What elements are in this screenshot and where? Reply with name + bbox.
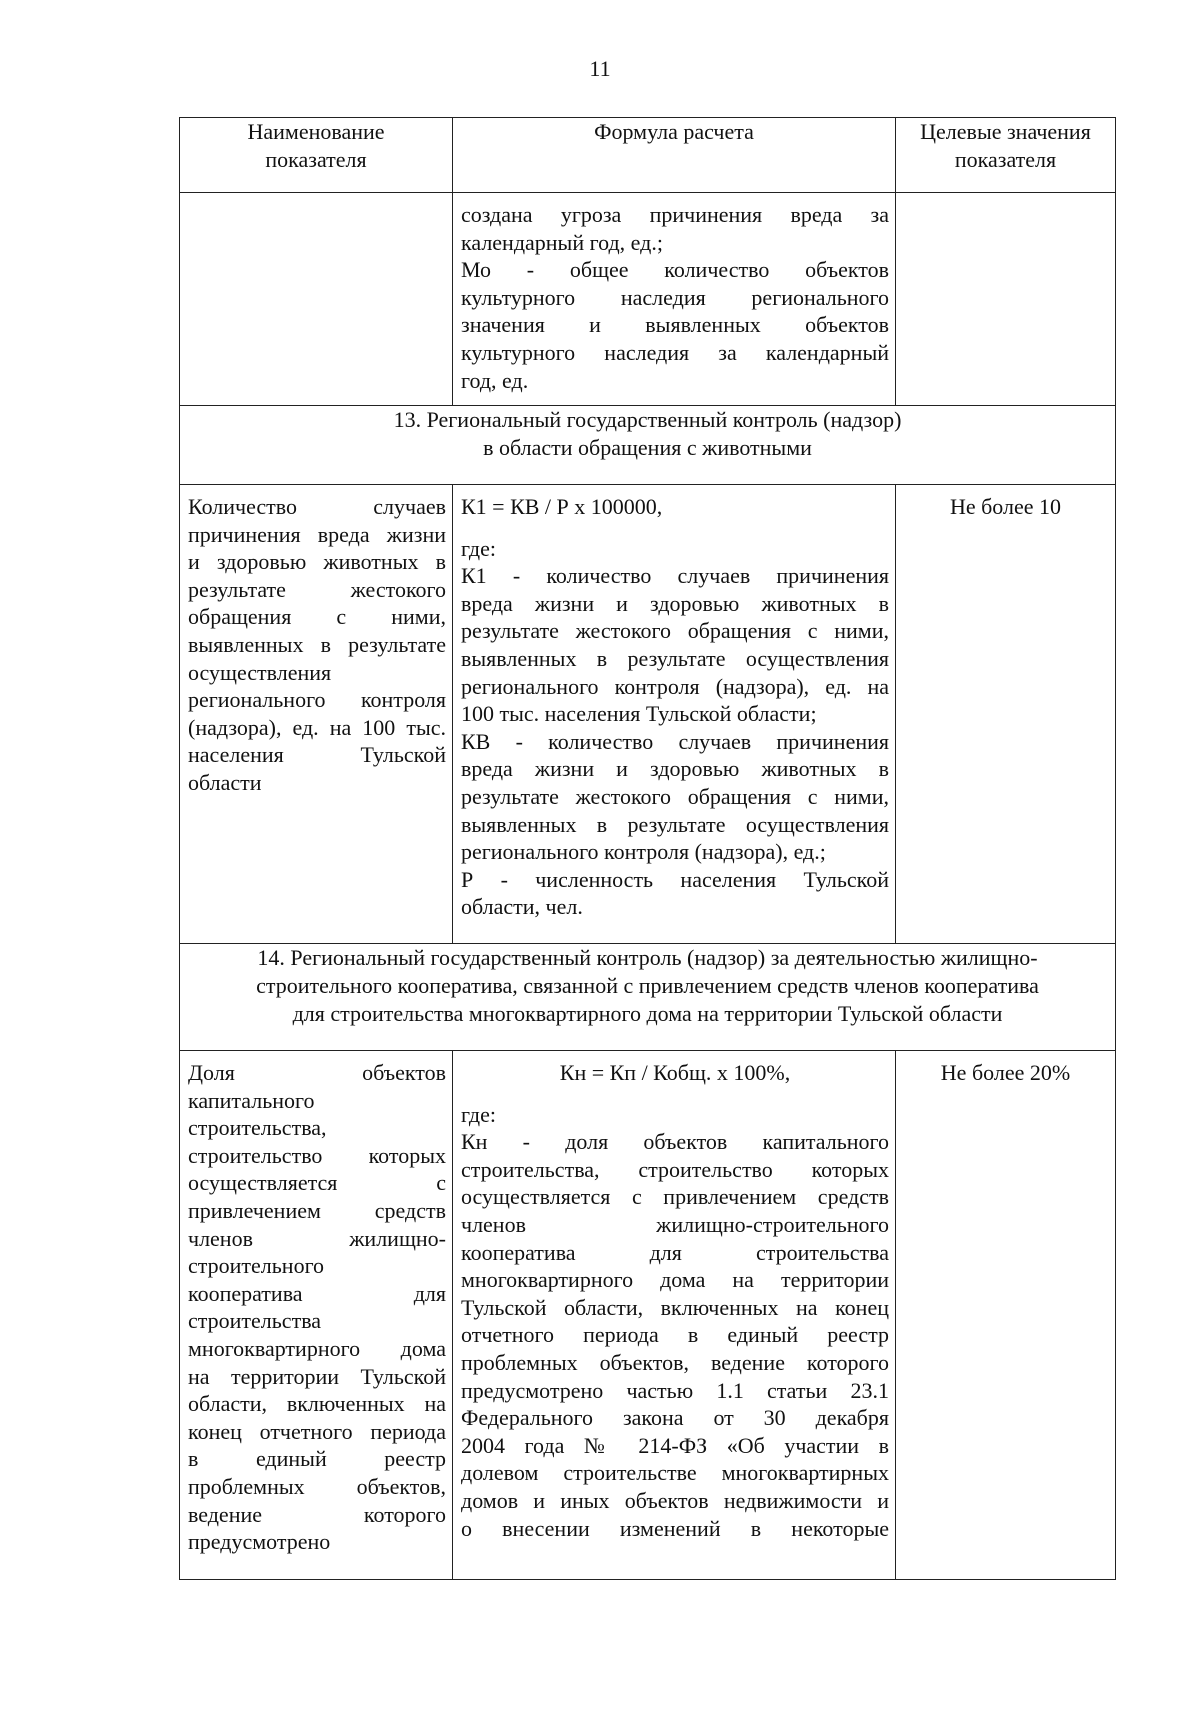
section-title-line: в области обращения с животными [483,435,812,460]
formula-line: отчетного периода в единый реестр [461,1322,889,1348]
section-title-line: строительного кооператива, связанной с привлечением средств членов кооператива [256,973,1039,998]
formula-line: проблемных объектов, ведение которого [461,1349,889,1375]
name-line: области [188,769,262,795]
formula-line: выявленных в результате осуществления [461,645,889,671]
section-14-row [180,1051,1116,1580]
section-title-line: 14. Региональный государственный контроль (надзор) за деятельностью жилищно- [257,945,1038,970]
formula-line: строительства, строительство которых [461,1156,889,1182]
section-14-formula-cell [453,1051,896,1580]
name-line: причинения вреда жизни [188,521,446,547]
continuation-target-cell [896,193,1116,406]
continuation-name-cell [180,193,453,406]
section-13-name-cell [180,485,453,944]
formula-line: культурного наследия за календарный [461,339,889,365]
formula-line: 100 тыс. населения Тульской области; [461,701,817,727]
name-line: результате жестокого [188,576,446,602]
header-target-line: показателя [954,147,1057,172]
target-value: Не более 20% [940,1060,1071,1085]
formula-line: культурного наследия регионального [461,284,889,310]
formula-line: календарный год, ед.; [461,229,663,255]
name-line: и здоровью животных в [188,549,446,575]
formula-line: выявленных в результате осуществления [461,811,889,837]
header-name-line: Наименование [247,119,385,144]
formula-line: вреда жизни и здоровью животных в [461,756,889,782]
header-target-line: Целевые значения [920,119,1091,144]
formula-main: Кн = Кп / Кобщ. х 100%, [559,1060,791,1085]
target-value: Не более 10 [949,494,1062,519]
name-line: области, включенных на [188,1391,446,1417]
section-title-line: для строительства многоквартирного дома на территории Тульской области [292,1001,1003,1026]
name-line: в единый реестр [188,1446,446,1472]
formula-line: Тульской области, включенных на конец [461,1294,889,1320]
formula-line: 2004 года № 214-ФЗ «Об участии в [461,1432,889,1458]
section-title-line: 13. Региональный государственный контроль (надзор) [393,407,902,432]
name-line: осуществляется с [188,1170,446,1196]
formula-line: многоквартирного дома на территории [461,1267,889,1293]
name-line: кооператива для [188,1280,446,1306]
name-line: строительства [188,1308,322,1334]
section-14-title [180,944,1116,1051]
formula-line: значения и выявленных объектов [461,312,889,338]
formula-line: Кн - доля объектов капитального [461,1129,889,1155]
formula-line: о внесении изменений в некоторые [461,1515,889,1541]
formula-line: домов и иных объектов недвижимости и [461,1487,889,1513]
formula-line: где: [461,535,496,561]
name-line: (надзора), ед. на 100 тыс. [188,714,446,740]
section-13-target-cell [896,485,1116,944]
name-line: ведение которого [188,1501,446,1527]
formula-line: КВ - количество случаев причинения [461,728,889,754]
formula-line: области, чел. [461,894,583,920]
header-formula-label: Формула расчета [594,119,754,144]
formula-line: осуществляется с привлечением средств [461,1184,889,1210]
table-header-row [180,118,1116,193]
name-line: предусмотрено [188,1529,331,1555]
name-line: строительства, [188,1115,327,1141]
section-13-title-row [180,406,1116,485]
header-formula-column [453,118,896,193]
name-line: многоквартирного дома [188,1335,446,1361]
formula-line: создана угроза причинения вреда за [461,202,889,227]
name-line: строительного [188,1253,325,1279]
formula-line: Мо - общее количество объектов [461,257,889,283]
formula-line: членов жилищно-строительного [461,1211,889,1237]
name-line: осуществления [188,659,332,685]
continuation-formula-cell [453,193,896,406]
section-13-row [180,485,1116,944]
formula-line: регионального контроля (надзора), ед. на [461,673,889,699]
formula-line: год, ед. [461,367,529,393]
name-line: обращения с ними, [188,604,446,630]
header-name-line: показателя [265,147,367,172]
formula-line: кооператива для строительства [461,1239,889,1265]
section-14-title-row [180,944,1116,1051]
formula-line: где: [461,1101,496,1127]
name-line: строительство которых [188,1142,446,1168]
name-line: выявленных в результате [188,631,446,657]
name-line: конец отчетного периода [188,1418,446,1444]
indicator-table [179,117,1116,1580]
name-line: членов жилищно- [188,1225,446,1251]
formula-line: результате жестокого обращения с ними, [461,783,889,809]
formula-main: К1 = КВ / Р х 100000, [461,494,663,519]
formula-line: регионального контроля (надзора), ед.; [461,839,826,865]
name-line: Количество случаев [188,494,446,519]
name-line: проблемных объектов, [188,1473,446,1499]
name-line: привлечением средств [188,1197,446,1223]
formula-line: результате жестокого обращения с ними, [461,618,889,644]
name-line: Доля объектов [188,1060,446,1085]
page-number: 11 [589,56,611,81]
formula-line: Р - численность населения Тульской [461,866,889,892]
section-13-formula-cell [453,485,896,944]
name-line: регионального контроля [188,687,446,713]
formula-line: предусмотрено частью 1.1 статьи 23.1 [461,1377,889,1403]
formula-line: долевом строительстве многоквартирных [461,1460,889,1486]
continuation-row [180,193,1116,406]
header-target-column [896,118,1116,193]
name-line: на территории Тульской [188,1363,446,1389]
formula-line: К1 - количество случаев причинения [461,563,889,589]
formula-line: Федерального закона от 30 декабря [461,1405,889,1431]
formula-line: вреда жизни и здоровью животных в [461,590,889,616]
name-line: населения Тульской [188,742,446,768]
name-line: капитального [188,1087,315,1113]
section-14-target-cell [896,1051,1116,1580]
section-13-title [180,406,1116,485]
header-name-column [180,118,453,193]
section-14-name-cell [180,1051,453,1580]
